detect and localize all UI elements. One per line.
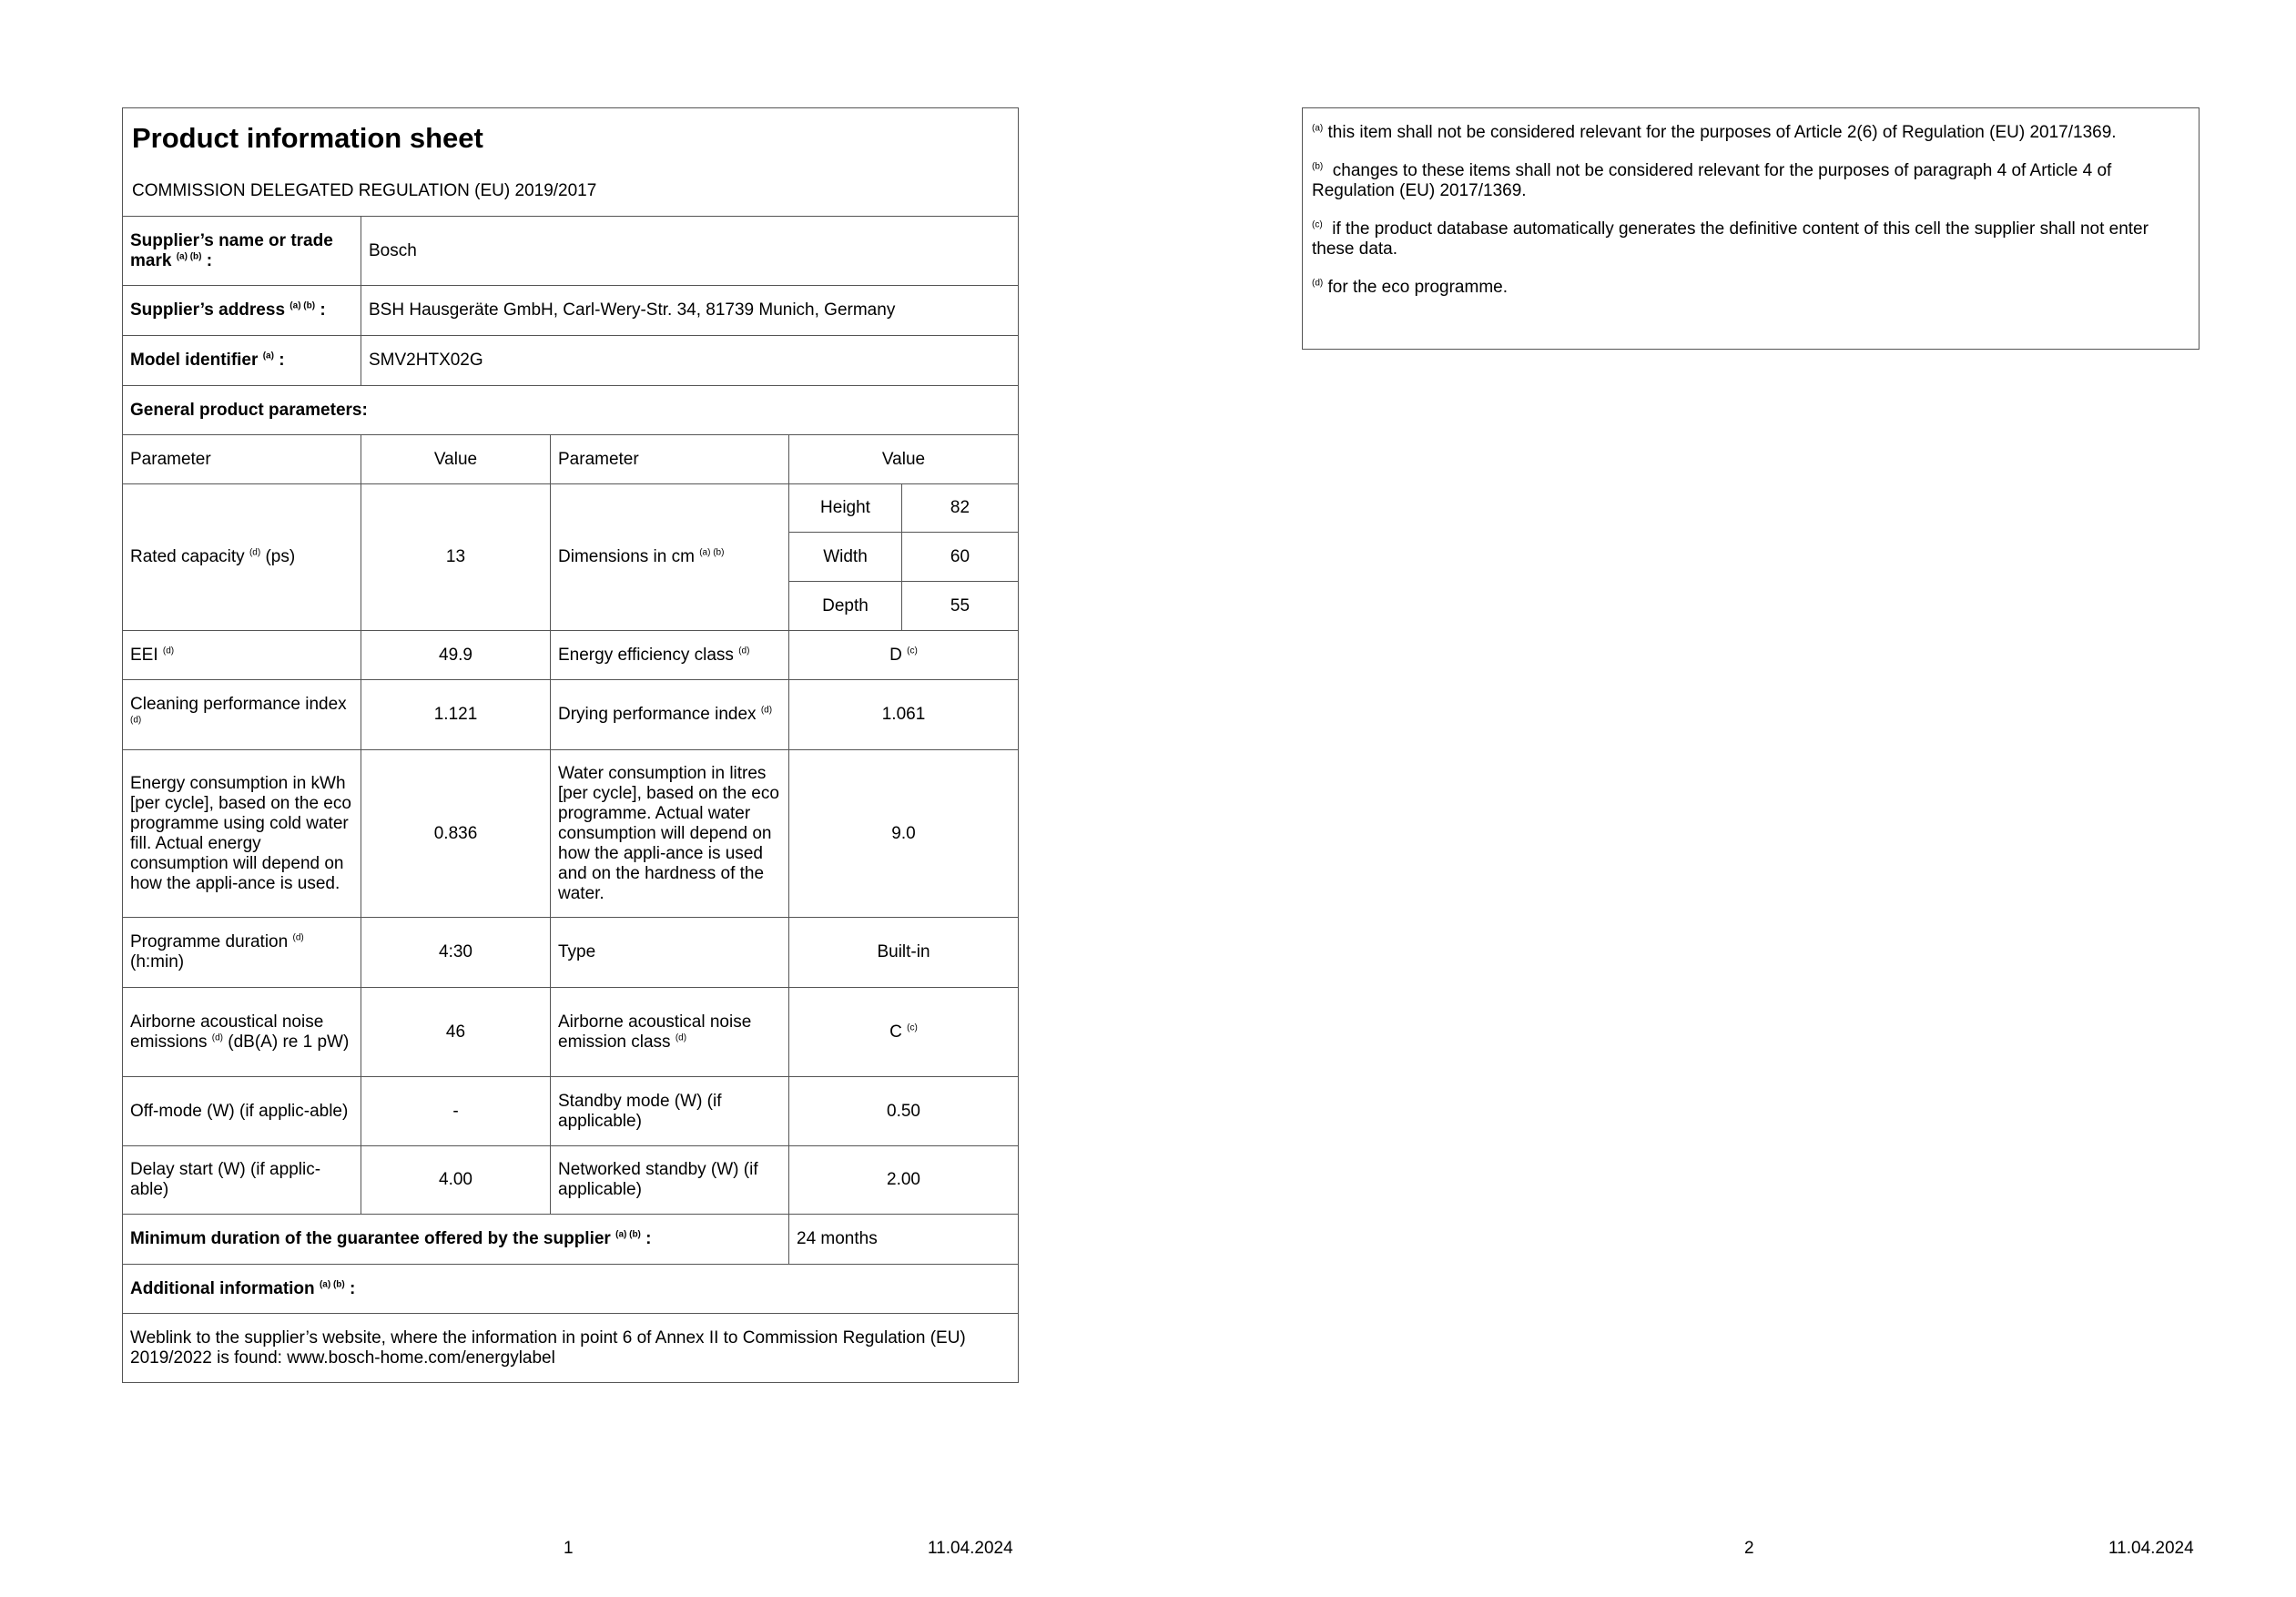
guarantee-label: Minimum duration of the guarantee offered by the supplier [130,1229,611,1248]
footnotes-box [1302,107,2199,350]
standby-label: Standby mode (W) (if applicable) [551,1077,789,1146]
water-consumption-label: Water consumption in litres [per cycle], based on the eco programme. Actual water consumption will depend on how the appli-ance is used and on the hardness of the water. [551,750,789,918]
off-mode-label: Off-mode (W) (if applic-able) [123,1077,361,1146]
type-value: Built-in [789,918,1019,988]
networked-standby-value: 2.00 [789,1146,1019,1215]
noise-class-value-cell [789,988,1019,1077]
energy-class-label-cell [551,631,789,680]
guarantee-value: 24 months [789,1215,1019,1265]
footnote-a [1312,123,2189,143]
page-date-2: 11.04.2024 [2108,1539,2194,1558]
depth-label: Depth [789,582,902,631]
column-header-parameter: Parameter [551,435,789,484]
column-header-value: Value [361,435,551,484]
delay-start-value: 4.00 [361,1146,551,1215]
noise-class-label-cell [551,988,789,1077]
rated-capacity-label-cell [123,484,361,631]
footnote-ref: (a) [262,351,274,361]
depth-value: 55 [902,582,1019,631]
colon: : [645,1229,652,1248]
supplier-name-label: Supplier’s name or trade mark [130,230,333,270]
supplier-address-label: Supplier’s address [130,300,286,320]
noise-class-label: Airborne acoustical noise emission class [558,1012,752,1052]
footnote-ref: (a) (b) [176,251,202,262]
additional-info-label-cell [123,1265,1019,1314]
model-value: SMV2HTX02G [361,336,1019,386]
additional-info-label: Additional information [130,1278,315,1298]
footnote-text: for the eco programme. [1327,278,1508,297]
footnote-text: changes to these items shall not be considered relevant for the purposes of paragraph 4 of Article 4 of Regulation (EU) 2017/1369. [1312,161,2112,200]
colon: : [206,250,213,270]
footnote-ref: (d) [675,1032,687,1043]
footnote-text: if the product database automatically generates the definitive content of this cell the supplier shall not enter these data. [1312,219,2149,259]
column-header-value: Value [789,435,1019,484]
supplier-name-value: Bosch [361,217,1019,286]
dimensions-label-cell [551,484,789,631]
programme-duration-label-cell [123,918,361,988]
footnote-ref: (d) [292,932,304,943]
footnote-marker: (a) [1312,123,1324,134]
drying-label: Drying performance index [558,705,757,724]
footnote-ref: (d) [738,646,750,656]
rated-capacity-value: 13 [361,484,551,631]
cleaning-value: 1.121 [361,680,551,750]
footnote-text: this item shall not be considered relevant for the purposes of Article 2(6) of Regulation (EU) 2017/1369. [1327,123,2117,142]
model-label: Model identifier [130,351,259,370]
width-label: Width [789,533,902,582]
header-cell [123,108,1019,217]
footnote-ref: (d) [249,547,261,558]
eei-label: EEI [130,645,158,665]
colon: : [279,351,285,370]
model-label-cell [123,336,361,386]
colon: : [350,1278,356,1298]
footnote-d [1312,278,2189,298]
noise-label-cell [123,988,361,1077]
energy-class-label: Energy efficiency class [558,645,734,665]
supplier-name-label-cell [123,217,361,286]
footnote-c [1312,219,2189,259]
delay-start-label: Delay start (W) (if applic-able) [123,1146,361,1215]
programme-duration-value: 4:30 [361,918,551,988]
drying-label-cell [551,680,789,750]
footnote-ref: (a) (b) [290,300,316,311]
footnote-ref: (c) [907,646,918,656]
height-value: 82 [902,484,1019,533]
footnote-marker: (d) [1312,278,1324,289]
footnote-ref: (a) (b) [319,1279,345,1290]
programme-duration-label: Programme duration [130,932,289,951]
programme-duration-unit: (h:min) [130,952,185,971]
footnote-ref: (c) [907,1022,918,1033]
networked-standby-label: Networked standby (W) (if applicable) [551,1146,789,1215]
type-label: Type [551,918,789,988]
eei-value: 49.9 [361,631,551,680]
supplier-address-value: BSH Hausgeräte GmbH, Carl-Wery-Str. 34, 81739 Munich, Germany [361,286,1019,336]
energy-consumption-value: 0.836 [361,750,551,918]
water-consumption-value: 9.0 [789,750,1019,918]
weblink-text: Weblink to the supplier’s website, where the information in point 6 of Annex II to Commission Regulation (EU) 2019/2022 is found: www.bosch-home.com/energylabel [123,1314,1019,1383]
noise-class-value: C [889,1022,902,1042]
cleaning-label-cell [123,680,361,750]
footnote-ref: (d) [211,1032,223,1043]
footnote-ref: (d) [760,705,773,716]
footnote-ref: (a) (b) [615,1229,641,1240]
page-title: Product information sheet [132,122,483,154]
standby-value: 0.50 [789,1077,1019,1146]
page-date-1: 11.04.2024 [928,1539,1013,1558]
rated-capacity-unit: (ps) [265,547,296,566]
noise-unit: (dB(A) re 1 pW) [228,1032,350,1052]
page-number-2: 2 [1744,1539,1754,1558]
colon: : [320,300,326,320]
rated-capacity-label: Rated capacity [130,547,245,566]
cleaning-label: Cleaning performance index [130,695,347,714]
height-label: Height [789,484,902,533]
regulation-reference: COMMISSION DELEGATED REGULATION (EU) 2019/2017 [132,181,597,200]
general-params-heading: General product parameters: [123,386,1019,435]
noise-label: Airborne acoustical noise emissions [130,1012,324,1052]
eei-label-cell [123,631,361,680]
column-header-parameter: Parameter [123,435,361,484]
footnote-marker: (b) [1312,161,1324,172]
guarantee-label-cell [123,1215,789,1265]
energy-class-value: D [889,645,902,665]
footnote-marker: (c) [1312,219,1323,230]
dimensions-label: Dimensions in cm [558,547,695,566]
page-number-1: 1 [564,1539,574,1558]
product-information-table [122,107,1019,1383]
footnote-ref: (d) [130,715,142,726]
off-mode-value: - [361,1077,551,1146]
footnote-b [1312,161,2189,201]
noise-value: 46 [361,988,551,1077]
supplier-address-label-cell [123,286,361,336]
energy-consumption-label: Energy consumption in kWh [per cycle], based on the eco programme using cold water fill. Actual energy consumption will depend on how the appli-ance is used. [123,750,361,918]
drying-value: 1.061 [789,680,1019,750]
width-value: 60 [902,533,1019,582]
footnote-ref: (d) [162,646,175,656]
energy-class-value-cell [789,631,1019,680]
footnote-ref: (a) (b) [699,547,725,558]
